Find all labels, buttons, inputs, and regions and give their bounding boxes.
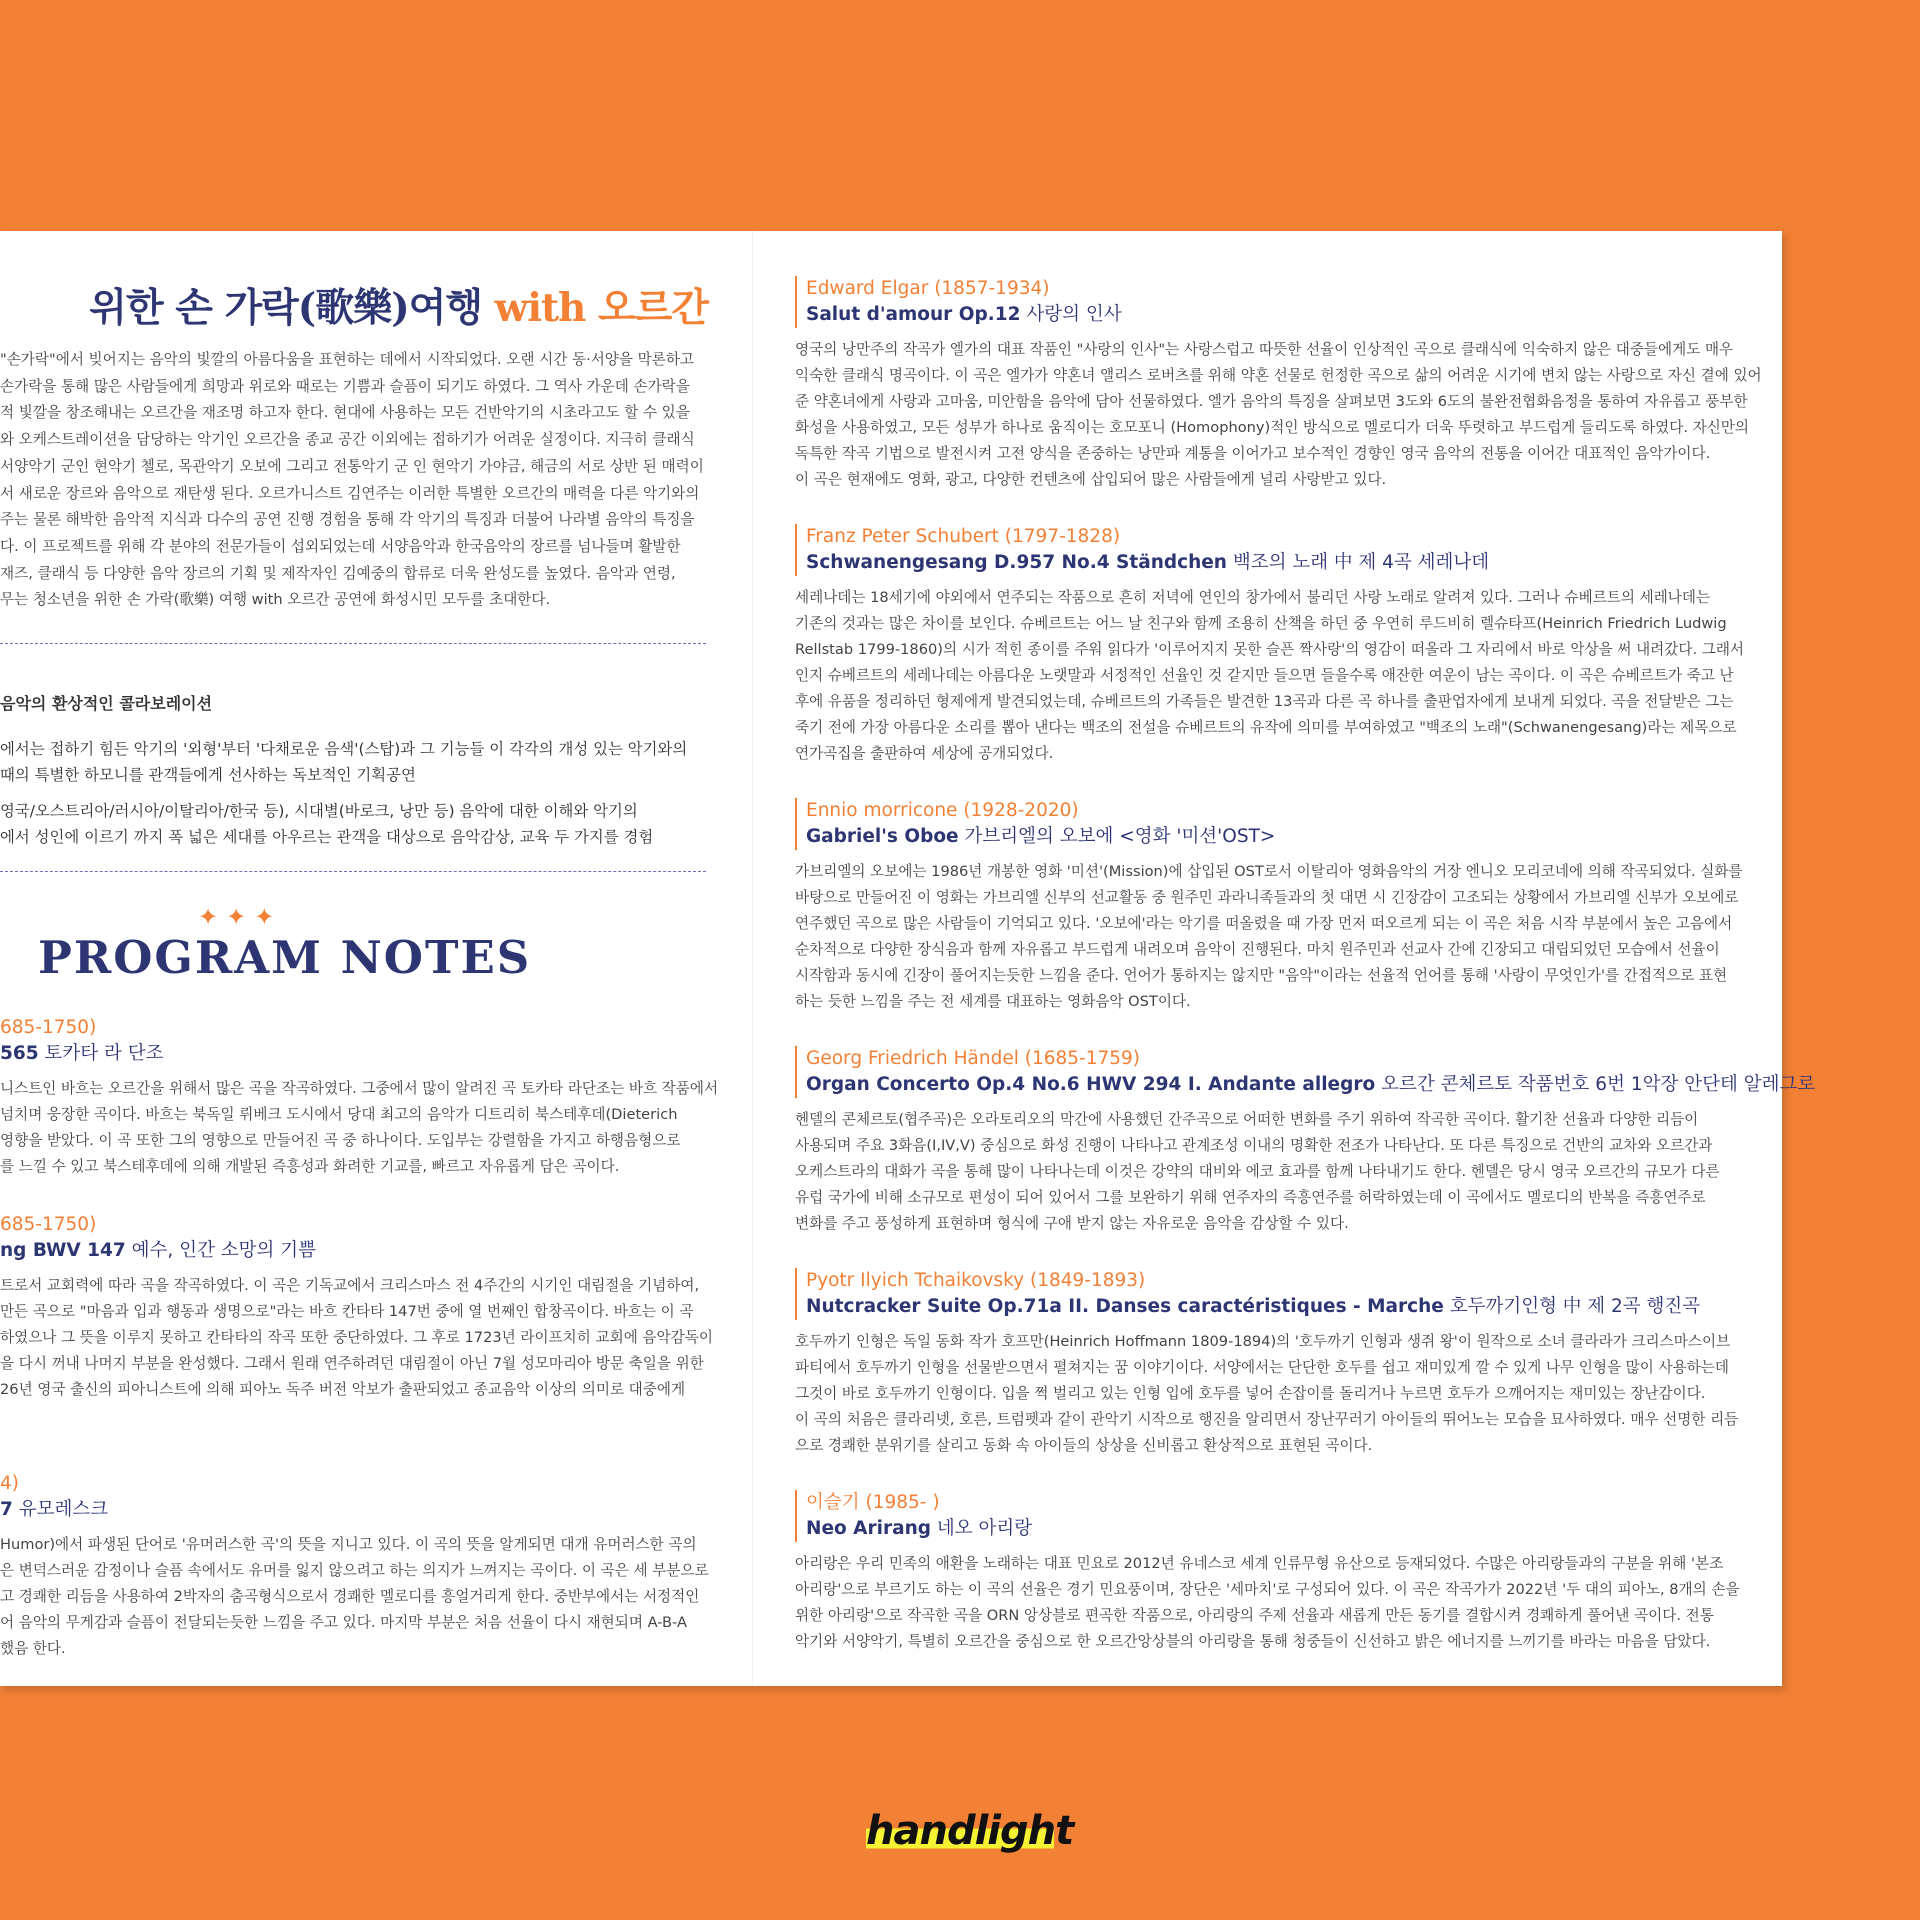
piece-title-kr: 가브리엘의 오보에 <영화 '미션'OST> <box>964 826 1276 847</box>
description-line: 으로 경쾌한 분위기를 살리고 동화 속 아이들의 상상을 신비롭고 환상적으로 표현된 곡이다. <box>795 1437 1373 1454</box>
piece-composer: Pyotr Ilyich Tchaikovsky (1849-1893) <box>806 1270 1146 1291</box>
description-line: 아리랑'으로 부르기도 하는 이 곡의 선율은 경기 민요풍이며, 장단은 '세마치'로 구성되어 있다. 이 곡은 작곡가가 2022년 '두 대의 피아노, 8개의 손을 <box>795 1581 1740 1598</box>
program-piece <box>795 524 1745 767</box>
piece-title-en: ng BWV 147 <box>0 1240 126 1261</box>
description-line: Rellstab 1799-1860)의 시가 적힌 종이를 주워 읽다가 '이루어지지 못한 슬픈 짝사랑'의 영감이 떠올라 그 자리에서 바로 악상을 써 내려갔다. 그래서 <box>795 641 1745 658</box>
handlight-logo: handlight <box>866 1808 1074 1854</box>
description-line: 죽기 전에 가장 아름다운 소리를 뽑아 낸다는 백조의 전설을 슈베르트의 유작에 의미를 부여하였고 "백조의 노래"(Schwanengesang)라는 제목으로 <box>795 719 1737 736</box>
piece-composer: Georg Friedrich Händel (1685-1759) <box>806 1048 1141 1069</box>
description-line: 후에 유품을 정리하던 형제에게 발견되었는데, 슈베르트의 가족들은 발견한 13곡과 다른 곡 하나를 출판업자에게 보내게 되었다. 곡을 전달받은 그는 <box>795 693 1734 710</box>
piece-title-en: Organ Concerto Op.4 No.6 HWV 294 I. Andante allegro <box>806 1074 1376 1095</box>
piece-title <box>0 1497 708 1523</box>
piece-heading <box>795 1490 1745 1542</box>
dashed-divider <box>0 643 706 644</box>
piece-title-kr: 사랑의 인사 <box>1026 304 1122 325</box>
description-line: 이 곡의 처음은 클라리넷, 호른, 트럼펫과 같이 관악기 시작으로 행진을 알리면서 장난꾸러기 아이들의 뛰어노는 모습을 묘사하였다. 매우 선명한 리듬 <box>795 1411 1739 1428</box>
piece-title-en: Salut d'amour Op.12 <box>806 304 1021 325</box>
dashed-divider <box>0 871 706 872</box>
piece-heading <box>795 798 1745 850</box>
program-notes-title: PROGRAM NOTES <box>38 931 532 984</box>
program-piece <box>795 1268 1745 1459</box>
description-line: 아리랑은 우리 민족의 애환을 노래하는 대표 민요로 2012년 유네스코 세계 인류무형 유산으로 등재되었다. 수많은 아리랑들과의 구분을 위해 '본조 <box>795 1555 1724 1572</box>
piece-title <box>806 1516 1745 1542</box>
program-piece <box>795 1046 1816 1237</box>
description-line: 유럽 국가에 비해 소규모로 편성이 되어 있어서 그를 보완하기 위해 연주자의 즉흥연주를 허락하였는데 이 곡에서도 멜로디의 반복을 즉흥연주로 <box>795 1189 1706 1206</box>
section-line: 영국/오스트리아/러시아/이탈리아/한국 등), 시대별(바로크, 낭만 등) 음악에 대한 이해와 악기의 <box>0 802 638 820</box>
description-line: 사용되며 주요 3화음(I,IV,V) 중심으로 화성 진행이 나타나고 관계조성 이내의 명확한 전조가 나타난다. 또 다른 특징으로 건반의 교차와 오르간과 <box>795 1137 1713 1154</box>
section-line: 에서는 접하기 힘든 악기의 '외형'부터 '다채로운 음색'(스탑)과 그 기능들 이 각각의 개성 있는 악기와의 <box>0 740 688 758</box>
description-line: 준 약혼녀에게 사랑과 고마움, 미안함을 음악에 담아 선물하였다. 엘가 음악의 특징을 살펴보면 3도와 6도의 불완전협화음정을 통하여 자유롭고 풍부한 <box>795 393 1748 410</box>
piece-description <box>795 585 1745 767</box>
description-line: 영국의 낭만주의 작곡가 엘가의 대표 작품인 "사랑의 인사"는 사랑스럽고 따뜻한 선율이 인상적인 곡으로 클래식에 익숙하지 않은 대중들에게도 매우 <box>795 341 1734 358</box>
piece-title <box>806 302 1745 328</box>
description-line: 은 변덕스러운 감정이나 슬픔 속에서도 유머를 잃지 않으려고 하는 의지가 느껴지는 곡이다. 이 곡은 세 부분으로 <box>0 1562 709 1579</box>
piece-description <box>0 1273 713 1403</box>
right-page <box>795 231 1816 1686</box>
description-line: 독특한 작곡 기법으로 발전시켜 고전 양식을 존중하는 낭만파 계통을 이어가고 보수적인 경향인 영국 음악의 전통을 이어간 대표적인 음악가이다. <box>795 445 1711 462</box>
program-piece <box>0 1212 713 1403</box>
piece-heading <box>795 1268 1745 1320</box>
piece-title-kr: 토카타 라 단조 <box>44 1043 164 1064</box>
piece-title <box>806 550 1745 576</box>
piece-title-en: 565 <box>0 1043 39 1064</box>
piece-title-kr: 네오 아리랑 <box>936 1518 1033 1539</box>
piece-title-kr: 예수, 인간 소망의 기쁨 <box>131 1240 316 1261</box>
piece-title-en: Neo Arirang <box>806 1518 931 1539</box>
piece-title-kr: 오르간 콘체르토 작품번호 6번 1악장 안단테 알레그로 <box>1381 1074 1816 1095</box>
piece-title <box>0 1238 708 1264</box>
description-line: 화성을 사용하였고, 모든 성부가 하나로 움직이는 호모포니 (Homophony)적인 방식으로 멜로디가 더욱 뚜렷하고 부드럽게 들리도록 하였다. 자신만의 <box>795 419 1749 436</box>
description-line: 세레나데는 18세기에 야외에서 연주되는 작품으로 흔히 저녁에 연인의 창가에서 불리던 사랑 노래로 알려져 있다. 그러나 슈베르트의 세레나데는 <box>795 589 1711 606</box>
main-title-korean: 위한 손 가락(歌樂)여행 <box>89 285 483 331</box>
piece-composer: 4) <box>0 1473 19 1494</box>
piece-composer: 685-1750) <box>0 1214 97 1235</box>
piece-title <box>0 1041 708 1067</box>
description-line: Humor)에서 파생된 단어로 '유머러스한 곡'의 뜻을 지니고 있다. 이 곡의 뜻을 알게되면 대개 유머러스한 곡의 <box>0 1536 697 1553</box>
piece-title <box>806 1294 1745 1320</box>
intro-line: 재즈, 클래식 등 다양한 음악 장르의 기획 및 제작자인 김예중의 합류로 더욱 완성도를 높였다. 음악과 연령, <box>0 564 676 582</box>
description-line: 연주했던 곡으로 많은 사람들이 기억되고 있다. '오보에'라는 악기를 떠올렸을 때 가장 먼저 떠오르게 되는 이 곡은 처음 시작 부분에서 높은 고음에서 <box>795 915 1733 932</box>
intro-line: 서 새로운 장르와 음악으로 재탄생 된다. 오르가니스트 김연주는 이러한 특별한 오르간의 매력을 다른 악기와의 <box>0 484 700 502</box>
intro-line: 손가락을 통해 많은 사람들에게 희망과 위로와 때로는 기쁨과 슬픔이 되기도 하였다. 그 역사 가운데 손가락을 <box>0 377 690 395</box>
intro-line: 서양악기 군인 현악기 첼로, 목관악기 오보에 그리고 전통악기 군 인 현악기 가야금, 해금의 서로 상반 된 매력이 <box>0 457 704 475</box>
piece-composer: Edward Elgar (1857-1934) <box>806 278 1050 299</box>
intro-paragraph <box>0 347 708 614</box>
program-piece <box>795 1490 1745 1655</box>
intro-line: "손가락"에서 빚어지는 음악의 빛깔의 아름다움을 표현하는 데에서 시작되었다. 오랜 시간 동·서양을 막론하고 <box>0 351 695 368</box>
description-line: 연가곡집을 출판하여 세상에 공개되었다. <box>795 745 1054 762</box>
description-line: 트로서 교회력에 따라 곡을 작곡하였다. 이 곡은 기독교에서 크리스마스 전 4주간의 시기인 대림절을 기념하여, <box>0 1277 700 1294</box>
program-piece <box>0 1471 708 1662</box>
intro-line: 다. 이 프로젝트를 위해 각 분야의 전문가들이 섭외되었는데 서양음악과 한국음악의 장르를 넘나들며 활발한 <box>0 537 681 555</box>
description-line: 시작함과 동시에 긴장이 풀어지는듯한 느낌을 준다. 언어가 통하지는 않지만 "음악"이라는 선율적 언어를 통해 '사랑이 무엇인가'를 간접적으로 표현 <box>795 967 1728 984</box>
description-line: 위한 아리랑'으로 작곡한 곡을 ORN 앙상블로 편곡한 작품으로, 아리랑의 주제 선율과 새롭게 만든 동기를 결합시켜 경쾌하게 풀어낸 곡이다. 전통 <box>795 1607 1714 1624</box>
description-line: 바탕으로 만들어진 이 영화는 가브리엘 신부의 선교활동 중 원주민 과라니족들과의 첫 대면 시 긴장감이 고조되는 상황에서 가브리엘 신부가 오보에로 <box>795 889 1739 906</box>
description-line: 니스트인 바흐는 오르간을 위해서 많은 곡을 작곡하였다. 그중에서 많이 알려진 곡 토카타 라단조는 바흐 작품에서 <box>0 1080 719 1097</box>
section-line: 때의 특별한 하모니를 관객들에게 선사하는 독보적인 기획공연 <box>0 766 416 784</box>
piece-title-kr: 유모레스크 <box>18 1499 109 1520</box>
piece-heading <box>795 1046 1816 1098</box>
description-line: 악기와 서양악기, 특별히 오르간을 중심으로 한 오르간앙상블의 아리랑을 통해 청중들이 신선하고 밝은 에너지를 느끼기를 바라는 마음을 담았다. <box>795 1633 1711 1650</box>
description-line: 기존의 것과는 많은 차이를 보인다. 슈베르트는 어느 날 친구와 함께 조용히 산책을 하던 중 우연히 루드비히 렐슈타프(Heinrich Friedrich Ludwig <box>795 615 1727 632</box>
description-line: 헨델의 콘체르토(협주곡)은 오라토리오의 막간에 사용했던 간주곡으로 어떠한 변화를 주기 위하여 작곡한 곡이다. 활기찬 선율과 다양한 리듬이 <box>795 1111 1699 1128</box>
section-line: 에서 성인에 이르기 까지 폭 넓은 세대를 아우르는 관객을 대상으로 음악감상, 교육 두 가지를 경험 <box>0 828 654 846</box>
intro-line: 적 빛깔을 창조해내는 오르간을 재조명 하고자 한다. 현대에 사용하는 모든 건반악기의 시초라고도 할 수 있을 <box>0 404 690 422</box>
description-line: 만든 곡으로 "마음과 입과 행동과 생명으로"라는 바흐 칸타타 147번 중에 열 번째인 합창곡이다. 바흐는 이 곡 <box>0 1303 694 1320</box>
piece-title-kr: 호두까기인형 中 제 2곡 행진곡 <box>1449 1296 1701 1317</box>
intro-line: 와 오케스트레이션을 담당하는 악기인 오르간을 종교 공간 이외에는 접하기가 어려운 실정이다. 지극히 클래식 <box>0 431 695 449</box>
piece-title <box>806 1072 1816 1098</box>
piece-description <box>795 1329 1745 1459</box>
piece-title-en: Nutcracker Suite Op.71a II. Danses caractéristiques - Marche <box>806 1296 1444 1317</box>
page-fold <box>752 231 753 1686</box>
piece-composer: 이슬기 (1985- ) <box>806 1492 940 1513</box>
intro-line: 무는 청소년을 위한 손 가락(歌樂) 여행 with 오르간 공연에 화성시민 모두를 초대한다. <box>0 591 551 609</box>
main-title-accent: with 오르간 <box>494 285 708 331</box>
section-paragraph <box>0 798 708 850</box>
program-sheet <box>0 231 1816 1686</box>
piece-title-en: 7 <box>0 1499 13 1520</box>
piece-description <box>795 1551 1745 1655</box>
piece-composer: Franz Peter Schubert (1797-1828) <box>806 526 1121 547</box>
piece-description <box>0 1532 708 1662</box>
description-line: 순차적으로 다양한 장식음과 함께 자유롭고 부드럽게 내려오며 음악이 진행된다. 마치 원주민과 선교사 간에 긴장되고 대립되었던 모습에서 선율이 <box>795 941 1720 958</box>
piece-title-kr: 백조의 노래 中 제 4곡 세레나데 <box>1232 552 1490 573</box>
description-line: 했음 한다. <box>0 1640 66 1657</box>
piece-description <box>0 1076 719 1180</box>
description-line: 인지 슈베르트의 세레나데는 아름다운 노랫말과 서정적인 선율인 것 같지만 들으면 들을수록 애잔한 여운이 남는 곡이다. 이 곡은 슈베르트가 죽고 난 <box>795 667 1734 684</box>
main-title <box>89 277 708 333</box>
program-piece <box>795 798 1745 1015</box>
description-line: 하였으나 그 뜻을 이루지 못하고 칸타타의 작곡 또한 중단하였다. 그 후로 1723년 라이프치히 교회에 음악감독이 <box>0 1329 713 1346</box>
description-line: 이 곡은 현재에도 영화, 광고, 다양한 컨텐츠에 삽입되어 많은 사람들에게 널리 사랑받고 있다. <box>795 471 1387 488</box>
piece-title-en: Gabriel's Oboe <box>806 826 959 847</box>
piece-heading <box>795 276 1745 328</box>
description-line: 그것이 바로 호두까기 인형이다. 입을 쩍 벌리고 있는 인형 입에 호두를 넣어 손잡이를 돌리거나 누르면 호두가 으깨어지는 재미있는 장난감이다. <box>795 1385 1706 1402</box>
piece-description <box>795 1107 1745 1237</box>
description-line: 변화를 주고 풍성하게 표현하며 형식에 구애 받지 않는 자유로운 음악을 감상할 수 있다. <box>795 1215 1349 1232</box>
piece-description <box>795 337 1762 493</box>
description-line: 영향을 받았다. 이 곡 또한 그의 영향으로 만들어진 곡 중 하나이다. 도입부는 강렬함을 가지고 하행음형으로 <box>0 1132 681 1149</box>
piece-composer: 685-1750) <box>0 1017 97 1038</box>
piece-heading <box>795 524 1745 576</box>
description-line: 오케스트라의 대화가 곡을 통해 많이 나타나는데 이것은 강약의 대비와 에코 효과를 함께 나타내기도 한다. 헨델은 당시 영국 오르간의 규모가 다른 <box>795 1163 1720 1180</box>
intro-line: 주는 물론 해박한 음악적 지식과 다수의 공연 진행 경험을 통해 각 악기의 특징과 더불어 나라별 음악의 특징을 <box>0 511 695 529</box>
section-paragraph <box>0 736 708 788</box>
description-line: 호두까기 인형은 독일 동화 작가 호프만(Heinrich Hoffmann 1809-1894)의 '호두까기 인형과 생쥐 왕'이 원작으로 소녀 클라라가 크리스마스이브 <box>795 1333 1731 1350</box>
program-piece <box>0 1015 719 1180</box>
piece-title-en: Schwanengesang D.957 No.4 Ständchen <box>806 552 1227 573</box>
piece-title <box>806 824 1745 850</box>
piece-composer: Ennio morricone (1928-2020) <box>806 800 1079 821</box>
description-line: 어 음악의 무게감과 슬픔이 전달되는듯한 느낌을 주고 있다. 마지막 부분은 처음 선율이 다시 재현되며 A-B-A <box>0 1614 687 1631</box>
description-line: 하는 듯한 느낌을 주는 전 세계를 대표하는 영화음악 OST이다. <box>795 993 1191 1010</box>
program-piece <box>795 276 1762 493</box>
star-ornament-icon: ✦✦✦ <box>198 903 283 931</box>
section-heading: 음악의 환상적인 콜라보레이션 <box>0 694 213 713</box>
description-line: 가브리엘의 오보에는 1986년 개봉한 영화 '미션'(Mission)에 삽입된 OST로서 이탈리아 영화음악의 거장 엔니오 모리코네에 의해 작곡되었다. 실화를 <box>795 863 1743 880</box>
description-line: 26년 영국 출신의 피아니스트에 의해 피아노 독주 버전 악보가 출판되었고 종교음악 이상의 의미로 대중에게 <box>0 1381 686 1398</box>
left-page <box>0 231 719 1686</box>
description-line: 을 다시 꺼내 나머지 부분을 완성했다. 그래서 원래 연주하려던 대림절이 아닌 7월 성모마리아 방문 축일을 위한 <box>0 1355 704 1372</box>
description-line: 고 경쾌한 리듬을 사용하여 2박자의 춤곡형식으로서 경쾌한 멜로디를 흥얼거리게 한다. 중반부에서는 서정적인 <box>0 1588 700 1605</box>
piece-description <box>795 859 1745 1015</box>
description-line: 넘치며 웅장한 곡이다. 바흐는 북독일 뤼베크 도시에서 당대 최고의 음악가 디트리히 북스테후데(Dieterich <box>0 1106 678 1123</box>
description-line: 파티에서 호두까기 인형을 선물받으면서 펼쳐지는 꿈 이야기이다. 서양에서는 단단한 호두를 쉽고 재미있게 깔 수 있게 나무 인형을 많이 사용하는데 <box>795 1359 1729 1376</box>
description-line: 익숙한 클래식 명곡이다. 이 곡은 엘가가 약혼녀 앨리스 로버츠를 위해 약혼 선물로 헌정한 곡으로 삶의 어려운 시기에 변치 않는 사랑으로 자신 곁에 있어 <box>795 367 1762 384</box>
description-line: 를 느낄 수 있고 북스테후데에 의해 개발된 즉흥성과 화려한 기교를, 빠르고 자유롭게 담은 곡이다. <box>0 1158 620 1175</box>
